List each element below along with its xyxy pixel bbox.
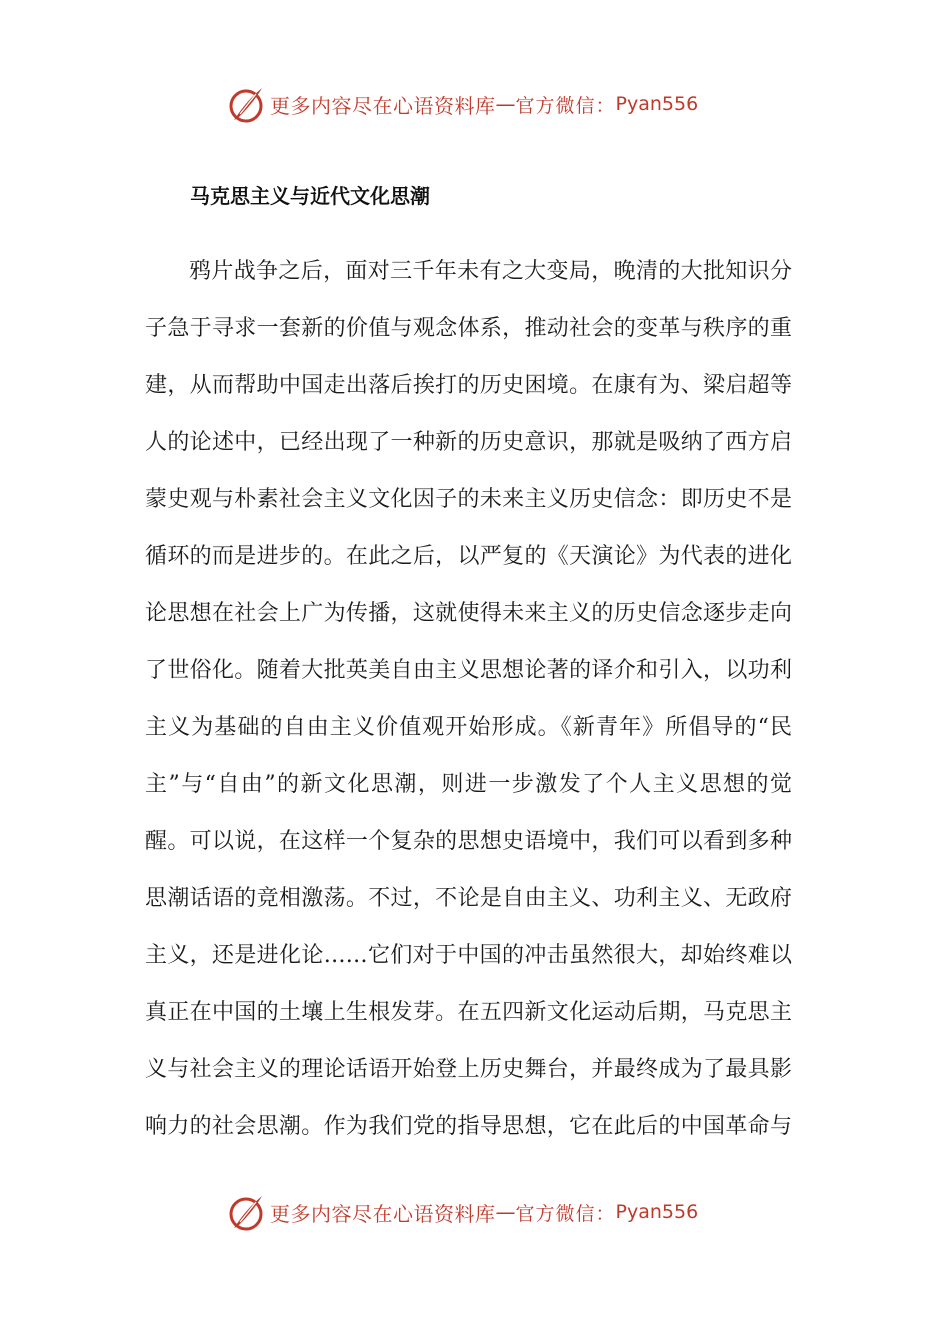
text-line: 建，从而帮助中国走出落后挨打的历史困境。在康有为、梁启超等 bbox=[145, 373, 792, 398]
banner-contact-id: Pyan556 bbox=[615, 1201, 699, 1223]
banner-separator: — bbox=[495, 1200, 516, 1224]
header-watermark-banner bbox=[226, 82, 746, 126]
page-title: 马克思主义与近代文化思潮 bbox=[190, 184, 430, 208]
banner-separator: — bbox=[495, 92, 516, 116]
banner-text: 更多内容尽在心语资料库 bbox=[270, 93, 496, 118]
text-line: 主义，还是进化论……它们对于中国的冲击虽然很大，却始终难以 bbox=[145, 943, 792, 968]
text-line: 蒙史观与朴素社会主义文化因子的未来主义历史信念：即历史不是 bbox=[145, 487, 792, 512]
banner-text: 更多内容尽在心语资料库 bbox=[270, 1201, 496, 1226]
quill-logo-icon bbox=[226, 84, 266, 124]
text-line: 了世俗化。随着大批英美自由主义思想论著的译介和引入，以功利 bbox=[145, 658, 792, 683]
text-line: 思潮话语的竞相激荡。不过，不论是自由主义、功利主义、无政府 bbox=[145, 886, 792, 911]
banner-contact-label: 官方微信： bbox=[515, 1202, 616, 1225]
banner-contact-id: Pyan556 bbox=[615, 93, 699, 115]
quill-logo-icon bbox=[226, 1192, 266, 1232]
text-line: 鸦片战争之后，面对三千年未有之大变局，晚清的大批知识分 bbox=[189, 259, 792, 284]
banner-contact-label: 官方微信： bbox=[515, 94, 616, 117]
text-line: 主义为基础的自由主义价值观开始形成。《新青年》所倡导的“民 bbox=[145, 715, 792, 740]
document-body bbox=[145, 243, 792, 1155]
text-line: 子急于寻求一套新的价值与观念体系，推动社会的变革与秩序的重 bbox=[145, 316, 792, 341]
text-line: 义与社会主义的理论话语开始登上历史舞台，并最终成为了最具影 bbox=[145, 1057, 792, 1082]
text-line: 主”与“自由”的新文化思潮，则进一步激发了个人主义思想的觉 bbox=[145, 772, 792, 797]
text-line: 论思想在社会上广为传播，这就使得未来主义的历史信念逐步走向 bbox=[145, 601, 792, 626]
footer-watermark-banner bbox=[226, 1190, 746, 1234]
text-line: 响力的社会思潮。作为我们党的指导思想，它在此后的中国革命与 bbox=[145, 1114, 792, 1139]
text-line: 循环的而是进步的。在此之后，以严复的《天演论》为代表的进化 bbox=[145, 544, 792, 569]
text-line: 人的论述中，已经出现了一种新的历史意识，那就是吸纳了西方启 bbox=[145, 430, 792, 455]
text-line: 真正在中国的土壤上生根发芽。在五四新文化运动后期，马克思主 bbox=[145, 1000, 792, 1025]
text-line: 醒。可以说，在这样一个复杂的思想史语境中，我们可以看到多种 bbox=[145, 829, 792, 854]
